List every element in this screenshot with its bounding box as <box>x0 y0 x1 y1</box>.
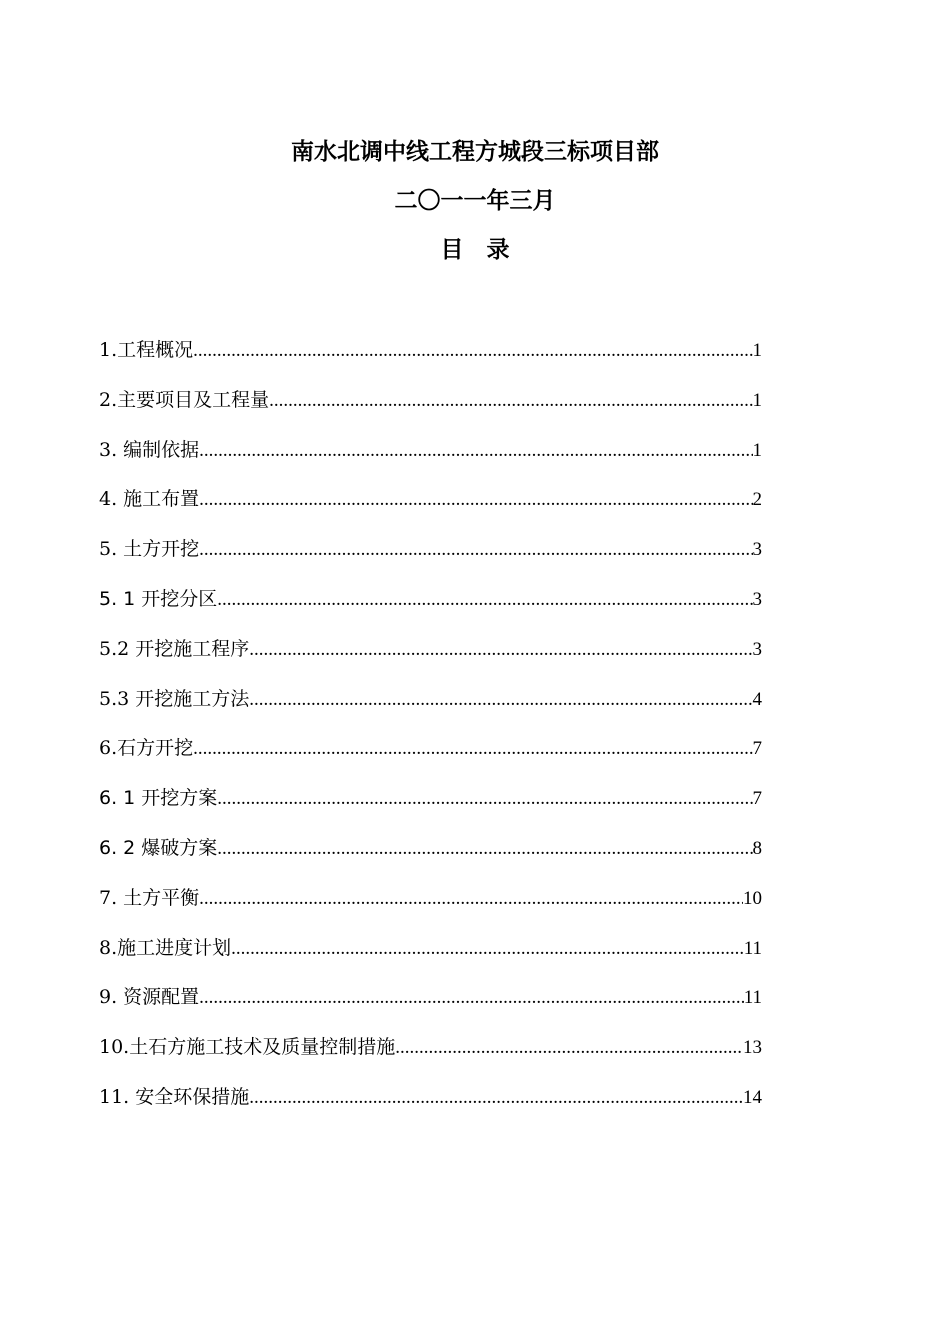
toc-dot-leader <box>269 376 752 426</box>
toc-entry[interactable] <box>99 326 762 376</box>
toc-entry-label: 5.3 开挖施工方法 <box>99 687 250 710</box>
toc-page-number: 3 <box>752 638 762 660</box>
toc-page-number: 14 <box>743 1086 762 1108</box>
toc-dot-leader <box>249 675 752 725</box>
toc-entry-label: 7. 土方平衡 <box>99 886 200 909</box>
toc-page-number: 3 <box>752 588 762 610</box>
toc-entry-label: 6. 2 爆破方案 <box>99 836 218 859</box>
toc-entry[interactable] <box>99 675 762 725</box>
toc-dot-leader <box>193 724 752 774</box>
toc-entry-label: 10.土石方施工技术及质量控制措施 <box>99 1036 396 1059</box>
toc-entry[interactable] <box>99 575 762 625</box>
org-title: 南水北调中线工程方城段三标项目部 <box>291 139 659 165</box>
toc-entry-label: 1.工程概况 <box>99 339 194 361</box>
toc-entry[interactable] <box>99 1073 762 1123</box>
toc-page-number: 2 <box>752 489 762 511</box>
toc-entry-label: 9. 资源配置 <box>99 986 200 1009</box>
toc-page-number: 1 <box>752 389 762 411</box>
toc-entry[interactable] <box>99 475 762 525</box>
toc-dot-leader <box>249 625 752 675</box>
toc-title: 目 录 <box>440 237 510 263</box>
toc-entry[interactable] <box>99 774 762 824</box>
toc-page-number: 3 <box>752 539 762 561</box>
toc-entry-label: 3. 编制依据 <box>99 438 200 461</box>
toc-page-number: 11 <box>743 937 762 959</box>
toc-entry-label: 2.主要项目及工程量 <box>99 388 270 411</box>
toc-entry[interactable] <box>99 973 762 1023</box>
toc-entry[interactable] <box>99 426 762 476</box>
toc-dot-leader <box>193 326 752 376</box>
toc-dot-leader <box>199 525 752 575</box>
toc-dot-leader <box>395 1023 743 1073</box>
toc-page-number: 7 <box>752 788 762 810</box>
toc-dot-leader <box>217 575 752 625</box>
toc-page-number: 4 <box>752 688 762 710</box>
toc-entry[interactable] <box>99 1023 762 1073</box>
toc-dot-leader <box>249 1073 743 1123</box>
toc-entry-label: 8.施工进度计划 <box>99 936 232 959</box>
toc-entry-label: 5. 1 开挖分区 <box>99 587 218 610</box>
toc-entry[interactable] <box>99 625 762 675</box>
toc-entry-label: 4. 施工布置 <box>99 488 200 511</box>
toc-entry-label: 6. 1 开挖方案 <box>99 787 218 810</box>
table-of-contents <box>99 326 762 1123</box>
toc-page-number: 1 <box>752 340 762 361</box>
toc-entry[interactable] <box>99 525 762 575</box>
toc-entry-label: 6.石方开挖 <box>99 737 194 760</box>
toc-page-number: 10 <box>743 887 762 909</box>
toc-entry[interactable] <box>99 824 762 874</box>
toc-dot-leader <box>217 774 752 824</box>
toc-entry[interactable] <box>99 724 762 774</box>
toc-entry-label: 5.2 开挖施工程序 <box>99 637 250 660</box>
document-date: 二〇一一年三月 <box>394 188 556 214</box>
toc-entry-label: 5. 土方开挖 <box>99 538 200 561</box>
toc-entry[interactable] <box>99 924 762 974</box>
heading-block <box>0 128 950 275</box>
toc-entry[interactable] <box>99 874 762 924</box>
toc-page-number: 8 <box>752 837 762 859</box>
toc-page-number: 13 <box>743 1037 762 1059</box>
toc-dot-leader <box>199 475 752 525</box>
toc-dot-leader <box>217 824 752 874</box>
toc-page-number: 11 <box>743 987 762 1009</box>
toc-dot-leader <box>199 973 744 1023</box>
toc-entry[interactable] <box>99 376 762 426</box>
toc-page-number: 1 <box>752 439 762 461</box>
toc-dot-leader <box>231 924 744 974</box>
toc-dot-leader <box>199 874 743 924</box>
toc-dot-leader <box>199 426 752 476</box>
toc-page-number: 7 <box>752 738 762 760</box>
toc-entry-label: 11. 安全环保措施 <box>99 1085 250 1108</box>
